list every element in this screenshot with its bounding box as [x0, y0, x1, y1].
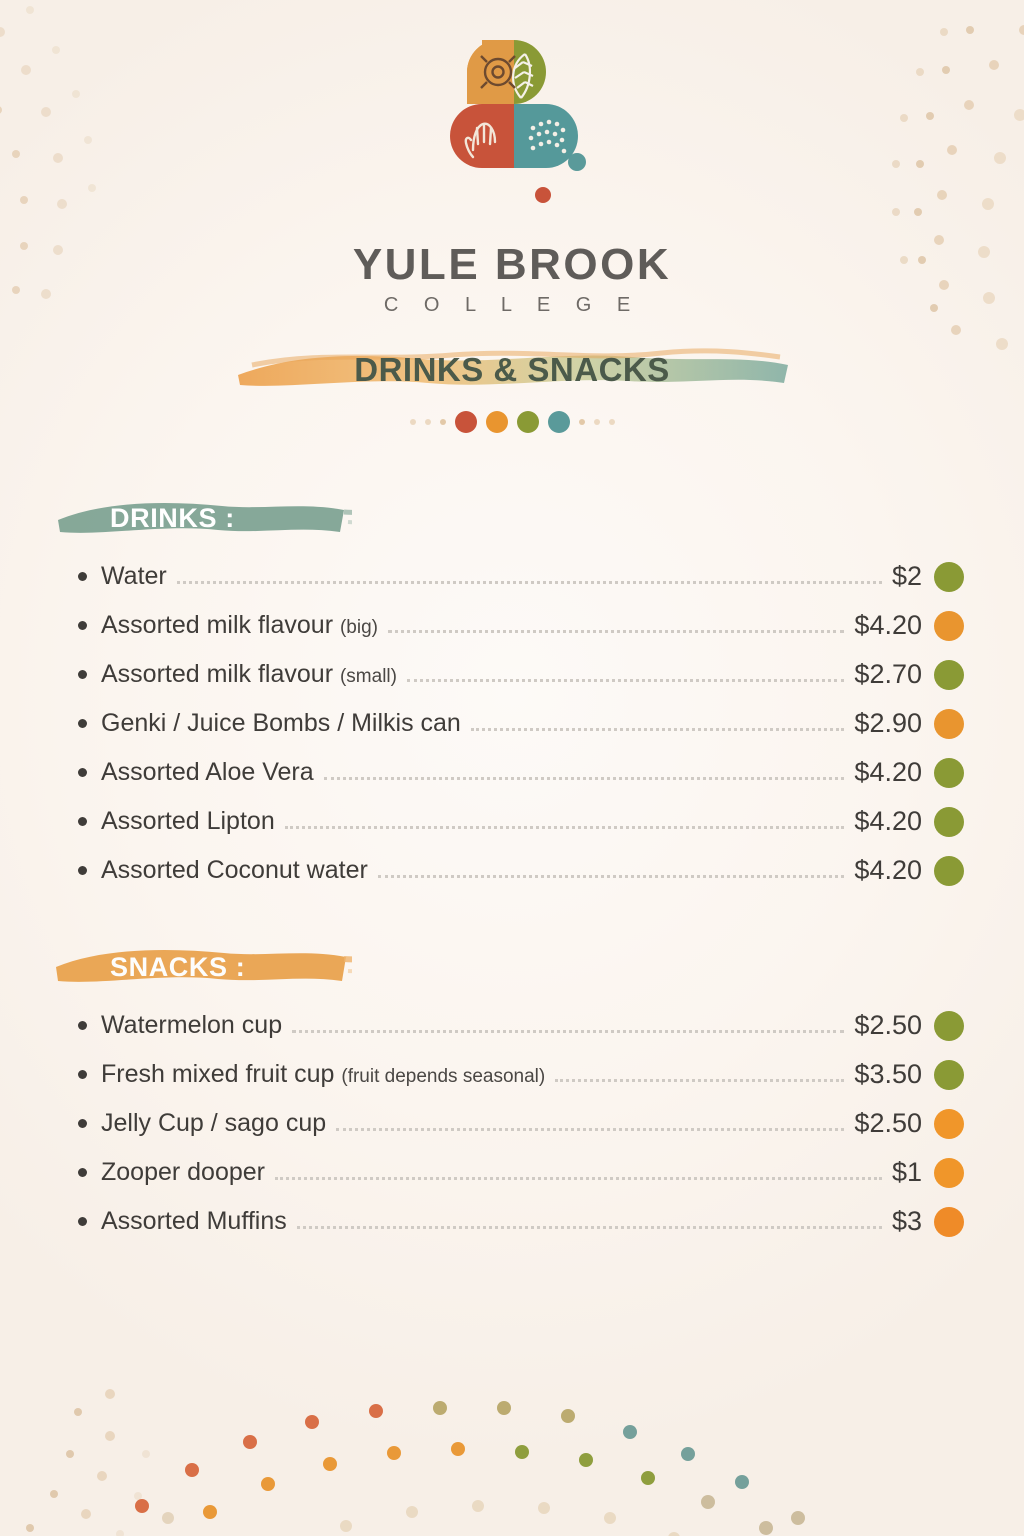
- list-item: [78, 1001, 964, 1050]
- bullet-icon: [78, 1021, 87, 1030]
- leader-dots: [177, 581, 882, 584]
- leader-dots: [378, 875, 845, 878]
- list-item: [78, 1050, 964, 1099]
- list-item: [78, 552, 964, 601]
- price-dot: [934, 1060, 964, 1090]
- price-dot: [934, 709, 964, 739]
- bullet-icon: [78, 621, 87, 630]
- item-note: (fruit depends seasonal): [341, 1066, 546, 1087]
- section-title-drinks: DRINKS :: [110, 502, 235, 533]
- leader-dots: [285, 826, 845, 829]
- rule-dot: [594, 419, 600, 425]
- item-price: $1: [891, 1157, 922, 1187]
- decorative-dot-rule: [410, 411, 615, 433]
- bullet-icon: [78, 866, 87, 875]
- item-price: $2: [891, 561, 922, 591]
- item-name: Jelly Cup / sago cup: [101, 1109, 327, 1137]
- price-dot: [934, 807, 964, 837]
- leader-dots: [324, 777, 845, 780]
- drinks-list: [0, 552, 1024, 895]
- item-name: Water: [101, 562, 167, 590]
- section-title-snacks: SNACKS :: [110, 951, 246, 982]
- item-name: Assorted Coconut water: [101, 856, 368, 884]
- page-title: DRINKS & SNACKS: [354, 351, 670, 388]
- rule-dot: [410, 419, 416, 425]
- leader-dots: [388, 630, 844, 633]
- rule-dot: [425, 419, 431, 425]
- leader-dots: [555, 1079, 844, 1082]
- rule-dot-red: [455, 411, 477, 433]
- section-header-snacks: [52, 939, 592, 995]
- bullet-icon: [78, 1119, 87, 1128]
- bullet-icon: [78, 572, 87, 581]
- rule-dot-orange: [486, 411, 508, 433]
- item-note: (big): [339, 617, 378, 638]
- list-item: [78, 846, 964, 895]
- item-price: $2.50: [854, 1108, 922, 1138]
- price-dot: [934, 611, 964, 641]
- item-note: (small): [339, 666, 397, 687]
- item-price: $4.20: [854, 757, 922, 787]
- item-name: Assorted milk flavour: [101, 611, 334, 639]
- list-item: [78, 699, 964, 748]
- price-dot: [934, 1011, 964, 1041]
- leader-dots: [292, 1030, 844, 1033]
- price-dot: [934, 1158, 964, 1188]
- bullet-icon: [78, 1168, 87, 1177]
- brand-header: [0, 32, 1024, 433]
- item-price: $3.50: [854, 1059, 922, 1089]
- item-name: Watermelon cup: [101, 1011, 283, 1039]
- item-price: $4.20: [854, 610, 922, 640]
- item-price: $4.20: [854, 806, 922, 836]
- list-item: [78, 650, 964, 699]
- menu-content: [0, 490, 1024, 1246]
- rule-dot-teal: [548, 411, 570, 433]
- item-price: $2.50: [854, 1010, 922, 1040]
- list-item: [78, 1148, 964, 1197]
- decorative-dot-arc-bottom: [0, 1256, 1024, 1536]
- leader-dots: [407, 679, 844, 682]
- item-name: Genki / Juice Bombs / Milkis can: [101, 709, 461, 737]
- item-name: Zooper dooper: [101, 1158, 266, 1186]
- price-dot: [934, 562, 964, 592]
- list-item: [78, 748, 964, 797]
- bullet-icon: [78, 817, 87, 826]
- leader-dots: [336, 1128, 844, 1131]
- leader-dots: [275, 1177, 882, 1180]
- list-item: [78, 1099, 964, 1148]
- leader-dots: [297, 1226, 882, 1229]
- price-dot: [934, 1109, 964, 1139]
- snacks-list: [0, 1001, 1024, 1246]
- list-item: [78, 601, 964, 650]
- price-dot: [934, 856, 964, 886]
- list-item: [78, 1197, 964, 1246]
- item-name: Assorted Aloe Vera: [101, 758, 314, 786]
- bullet-icon: [78, 1217, 87, 1226]
- title-banner: [232, 339, 792, 401]
- rule-dot: [609, 419, 615, 425]
- item-name: Fresh mixed fruit cup: [101, 1060, 335, 1088]
- rule-dot: [440, 419, 446, 425]
- brand-subtitle: C O L L E G E: [383, 294, 641, 316]
- section-gap: [0, 895, 1024, 939]
- item-price: $2.90: [854, 708, 922, 738]
- item-name: Assorted milk flavour: [101, 660, 334, 688]
- bullet-icon: [78, 670, 87, 679]
- four-petal-aboriginal-logo-icon: [397, 32, 627, 232]
- price-dot: [934, 660, 964, 690]
- rule-dot: [579, 419, 585, 425]
- item-price: $2.70: [854, 659, 922, 689]
- list-item: [78, 797, 964, 846]
- item-name: Assorted Muffins: [101, 1207, 287, 1235]
- bullet-icon: [78, 768, 87, 777]
- item-name: Assorted Lipton: [101, 807, 275, 835]
- price-dot: [934, 758, 964, 788]
- item-price: $4.20: [854, 855, 922, 885]
- brand-name: YULE BROOK: [352, 240, 672, 289]
- bullet-icon: [78, 1070, 87, 1079]
- section-header-drinks: [52, 490, 592, 546]
- rule-dot-olive: [517, 411, 539, 433]
- item-price: $3: [891, 1206, 922, 1236]
- decorative-dots-bottom-left: [0, 1276, 270, 1536]
- bullet-icon: [78, 719, 87, 728]
- leader-dots: [471, 728, 845, 731]
- price-dot: [934, 1207, 964, 1237]
